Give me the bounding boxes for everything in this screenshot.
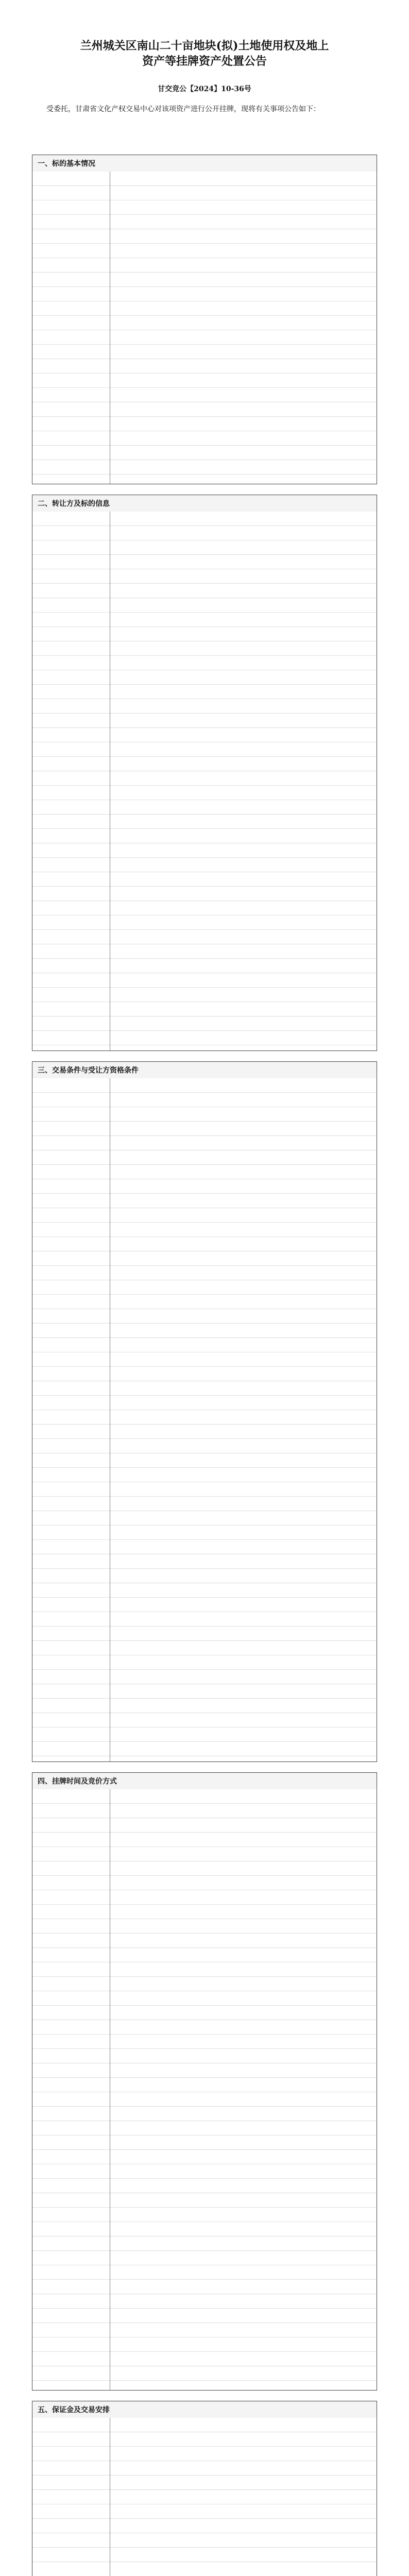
section-body-placeholder — [32, 172, 377, 484]
section-body-placeholder — [32, 512, 377, 1050]
section-body-placeholder — [32, 1789, 377, 2390]
section-trade-conditions — [32, 1061, 377, 1762]
section-transferor-info — [32, 495, 377, 1051]
section-body-placeholder — [32, 2418, 377, 2576]
section-body-placeholder — [32, 1078, 377, 1761]
intro-paragraph: 受委托，甘肃省文化产权交易中心对该项资产进行公开挂牌，现将有关事项公告如下： — [46, 105, 320, 113]
section-caption: 二、转让方及标的信息 — [32, 495, 377, 512]
document-title: 兰州城关区南山二十亩地块(拟)土地使用权及地上资产等挂牌资产处置公告 — [80, 39, 329, 68]
section-listing-period — [32, 1772, 377, 2391]
section-caption: 四、挂牌时间及竞价方式 — [32, 1773, 377, 1790]
document-number: 甘交竞公【2024】10-36号 — [158, 85, 251, 93]
section-caption: 一、标的基本情况 — [32, 155, 377, 172]
section-deposit — [32, 2401, 377, 2576]
section-caption: 五、保证金及交易安排 — [32, 2401, 377, 2418]
section-caption: 三、交易条件与受让方资格条件 — [32, 1062, 377, 1079]
section-basic-info — [32, 155, 377, 484]
